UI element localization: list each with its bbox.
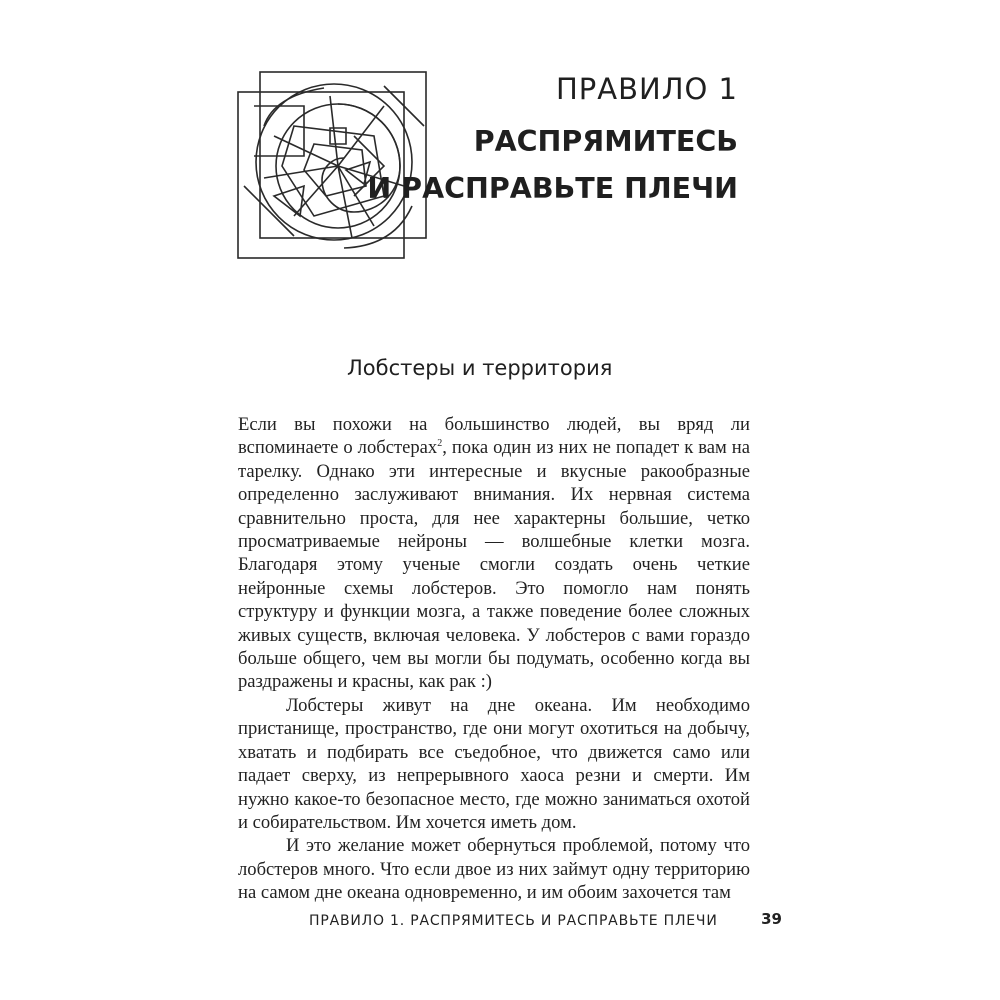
chapter-title-line-2: И РАСПРАВЬТЕ ПЛЕЧИ (367, 172, 738, 205)
chapter-title-line-1: РАСПРЯМИТЕСЬ (473, 125, 738, 158)
page-number: 39 (761, 910, 782, 928)
paragraph-2: Лобстеры живут на дне океана. Им необходимо пристанище, пространство, где они могут охотиться на добычу, хватать и подбирать все съедобное, что движется само или падает сверху, из непрерывного хаоса резни и смерти. Им нужно какое-то безопасное место, где можно заниматься охотой и собирательством. Им хочется иметь дом. (238, 694, 750, 833)
paragraph-3: И это желание может обернуться проблемой, потому что лобстеров много. Что если двое из них займут одну территорию на самом дне океана одновременно, и им обоим захочется там (238, 835, 750, 904)
body-text (238, 413, 750, 905)
paragraph-1-text-start: Если вы похожи на большинство людей, вы вряд ли вспоминаете о лобстерах (238, 414, 750, 459)
running-footer: ПРАВИЛО 1. РАСПРЯМИТЕСЬ И РАСПРАВЬТЕ ПЛЕЧИ (309, 913, 718, 929)
chapter-rule-number: ПРАВИЛО 1 (555, 72, 738, 106)
section-heading: Лобстеры и территория (347, 356, 613, 380)
footnote-marker[interactable]: 2 (437, 438, 443, 450)
paragraph-1-text-end: , пока один из них не попадет к вам на тарелку. Однако эти интересные и вкусные ракообразные определенно заслуживают внимания. Их нервная система сравнительно проста, для нее характерны большие, четко просматриваемые нейроны — волшебные клетки мозга. Благодаря этому ученые смогли создать очень четкие нейронные схемы лобстеров. Это помогло нам понять структуру и функции мозга, а также поведение более сложных живых существ, включая человека. У лобстеров с вами гораздо больше общего, чем вы могли бы подумать, особенно когда вы раздражены и красны, как рак :) (238, 437, 750, 693)
paragraph-1 (238, 413, 750, 694)
chapter-title (367, 118, 738, 212)
